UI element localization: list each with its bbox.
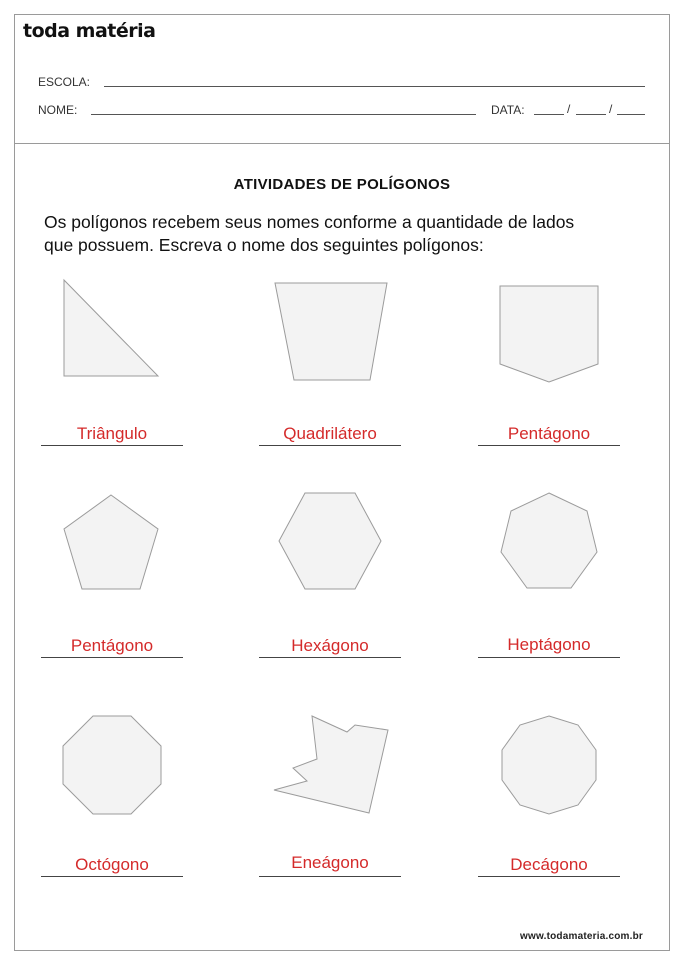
date-day-field[interactable] bbox=[534, 114, 564, 115]
decagon-shape bbox=[497, 713, 601, 817]
page-title: ATIVIDADES DE POLÍGONOS bbox=[233, 176, 451, 193]
hexagon-shape bbox=[275, 490, 385, 592]
answer-line bbox=[41, 657, 183, 658]
date-year-field[interactable] bbox=[617, 114, 645, 115]
answer-7[interactable]: Octógono bbox=[75, 855, 149, 874]
enneagon-shape bbox=[271, 713, 393, 817]
quadrilateral-shape bbox=[272, 280, 390, 384]
answer-line bbox=[478, 657, 620, 658]
school-label: ESCOLA: bbox=[38, 75, 91, 89]
name-label: NOME: bbox=[38, 103, 78, 117]
octagon-shape bbox=[60, 713, 164, 817]
date-label: DATA: bbox=[491, 103, 525, 117]
answer-3[interactable]: Pentágono bbox=[507, 424, 591, 443]
brand-logo: toda matéria bbox=[23, 20, 156, 42]
footer-url: www.todamateria.com.br bbox=[520, 931, 643, 942]
answer-line bbox=[478, 876, 620, 877]
answer-4[interactable]: Pentágono bbox=[70, 636, 154, 655]
instructions-line: Os polígonos recebem seus nomes conforme a quantidade de lados bbox=[44, 212, 575, 232]
heptagon-shape bbox=[498, 490, 600, 594]
instructions bbox=[44, 211, 654, 257]
answer-line bbox=[259, 657, 401, 658]
answer-5[interactable]: Hexágono bbox=[291, 636, 369, 655]
answer-line bbox=[478, 445, 620, 446]
date-month-field[interactable] bbox=[576, 114, 606, 115]
answer-line bbox=[41, 876, 183, 877]
pentagon-shape bbox=[497, 283, 601, 385]
answer-1[interactable]: Triângulo bbox=[76, 424, 148, 443]
date-separator: / bbox=[609, 102, 613, 116]
pentagon-regular-shape bbox=[60, 492, 162, 594]
instructions-line: que possuem. Escreva o nome dos seguintes polígonos: bbox=[44, 235, 484, 255]
answer-2[interactable]: Quadrilátero bbox=[283, 424, 377, 443]
answer-8[interactable]: Eneágono bbox=[291, 853, 369, 872]
triangle-shape bbox=[60, 278, 162, 380]
name-field[interactable] bbox=[91, 114, 476, 115]
answer-line bbox=[259, 876, 401, 877]
answer-line bbox=[41, 445, 183, 446]
date-separator: / bbox=[567, 102, 571, 116]
answer-9[interactable]: Decágono bbox=[510, 855, 588, 874]
answer-6[interactable]: Heptágono bbox=[507, 635, 591, 654]
school-field[interactable] bbox=[104, 86, 645, 87]
answer-line bbox=[259, 445, 401, 446]
